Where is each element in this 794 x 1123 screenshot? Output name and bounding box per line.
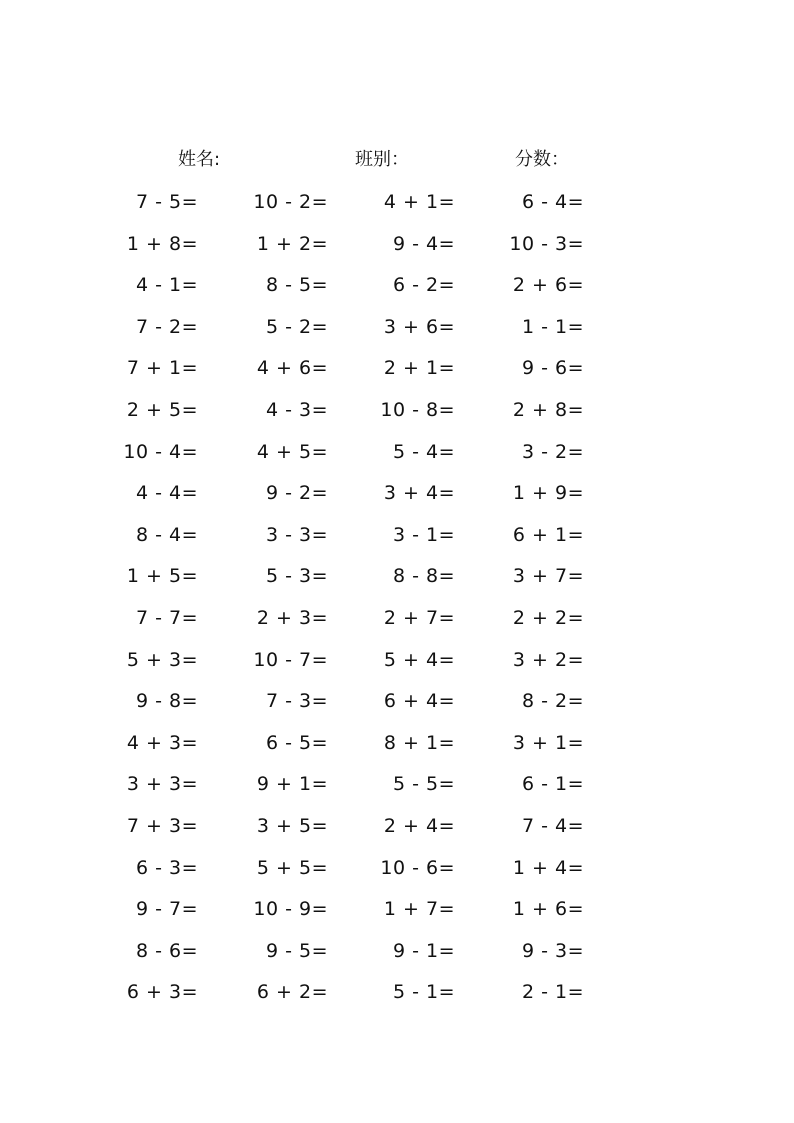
arithmetic-problem: 4 + 6= [256, 357, 328, 380]
arithmetic-problem: 2 + 7= [383, 606, 455, 629]
arithmetic-problem: 3 + 1= [512, 731, 584, 754]
arithmetic-problem: 6 - 4= [521, 191, 584, 213]
arithmetic-problem: 9 - 3= [521, 939, 584, 962]
arithmetic-problem: 6 + 1= [512, 523, 584, 546]
arithmetic-problem: 9 - 5= [265, 939, 328, 962]
class-label: 班别： [355, 149, 409, 170]
arithmetic-problem: 9 - 8= [135, 690, 198, 713]
arithmetic-problem: 5 - 3= [265, 565, 328, 588]
arithmetic-problem: 3 + 3= [126, 773, 198, 796]
arithmetic-problem: 1 - 1= [521, 315, 584, 338]
arithmetic-problem: 5 - 5= [392, 773, 455, 796]
problem-row [0, 679, 794, 721]
problem-row [0, 263, 794, 305]
arithmetic-problem: 4 + 1= [383, 191, 455, 213]
arithmetic-problem: 8 - 6= [135, 939, 198, 962]
arithmetic-problem: 2 + 5= [126, 398, 198, 421]
arithmetic-problem: 1 + 4= [512, 856, 584, 879]
problem-row [0, 638, 794, 680]
arithmetic-problem: 7 + 1= [126, 357, 198, 380]
arithmetic-problem: 6 + 3= [126, 981, 198, 1004]
arithmetic-problem: 9 - 6= [521, 357, 584, 380]
arithmetic-problem: 3 - 1= [392, 523, 455, 546]
arithmetic-problem: 3 + 4= [383, 482, 455, 505]
arithmetic-problem: 1 + 5= [126, 565, 198, 588]
problem-row [0, 513, 794, 555]
arithmetic-problem: 4 + 5= [256, 440, 328, 463]
arithmetic-problem: 10 - 4= [123, 440, 198, 463]
arithmetic-problem: 4 - 4= [135, 482, 198, 505]
score-label: 分数： [515, 149, 569, 170]
arithmetic-problem: 7 - 3= [265, 690, 328, 713]
arithmetic-problem: 1 + 9= [512, 482, 584, 505]
name-label: 姓名: [178, 149, 221, 170]
arithmetic-problem: 6 - 1= [521, 773, 584, 796]
arithmetic-problem: 1 + 2= [256, 232, 328, 255]
problem-row [0, 388, 794, 430]
arithmetic-problem: 7 - 4= [521, 814, 584, 837]
arithmetic-problem: 8 - 4= [135, 523, 198, 546]
arithmetic-problem: 5 + 3= [126, 648, 198, 671]
arithmetic-problem: 7 - 2= [135, 315, 198, 338]
problem-row [0, 846, 794, 888]
arithmetic-problem: 1 + 7= [383, 898, 455, 921]
arithmetic-problem: 4 + 3= [126, 731, 198, 754]
arithmetic-problem: 1 + 8= [126, 232, 198, 255]
problem-row [0, 929, 794, 971]
problem-row [0, 471, 794, 513]
arithmetic-problem: 2 - 1= [521, 981, 584, 1004]
arithmetic-problem: 3 + 2= [512, 648, 584, 671]
arithmetic-problem: 2 + 2= [512, 606, 584, 629]
arithmetic-problem: 8 - 8= [392, 565, 455, 588]
arithmetic-problem: 1 + 6= [512, 898, 584, 921]
problem-row [0, 305, 794, 347]
arithmetic-problem: 6 + 2= [256, 981, 328, 1004]
arithmetic-problem: 3 - 2= [521, 440, 584, 463]
problem-row [0, 762, 794, 804]
problem-row [0, 222, 794, 264]
arithmetic-problem: 7 - 5= [135, 191, 198, 213]
problem-grid [0, 180, 794, 1012]
arithmetic-problem: 6 + 4= [383, 690, 455, 713]
arithmetic-problem: 8 - 5= [265, 274, 328, 297]
arithmetic-problem: 3 + 6= [383, 315, 455, 338]
arithmetic-problem: 2 + 3= [256, 606, 328, 629]
problem-row [0, 721, 794, 763]
arithmetic-problem: 9 - 2= [265, 482, 328, 505]
arithmetic-problem: 10 - 8= [380, 398, 455, 421]
problem-row [0, 554, 794, 596]
arithmetic-problem: 6 - 3= [135, 856, 198, 879]
arithmetic-problem: 10 - 3= [509, 232, 584, 255]
problem-row [0, 180, 794, 222]
arithmetic-problem: 10 - 2= [253, 191, 328, 213]
arithmetic-problem: 3 + 7= [512, 565, 584, 588]
arithmetic-problem: 9 - 4= [392, 232, 455, 255]
arithmetic-problem: 6 - 5= [265, 731, 328, 754]
problem-row [0, 430, 794, 472]
arithmetic-problem: 4 - 3= [265, 398, 328, 421]
arithmetic-problem: 7 - 7= [135, 606, 198, 629]
arithmetic-problem: 5 - 1= [392, 981, 455, 1004]
arithmetic-problem: 8 + 1= [383, 731, 455, 754]
arithmetic-problem: 5 - 4= [392, 440, 455, 463]
arithmetic-problem: 3 + 5= [256, 814, 328, 837]
arithmetic-problem: 7 + 3= [126, 814, 198, 837]
problem-row [0, 804, 794, 846]
arithmetic-problem: 8 - 2= [521, 690, 584, 713]
arithmetic-problem: 2 + 4= [383, 814, 455, 837]
arithmetic-problem: 10 - 6= [380, 856, 455, 879]
arithmetic-problem: 2 + 8= [512, 398, 584, 421]
arithmetic-problem: 9 + 1= [256, 773, 328, 796]
arithmetic-problem: 10 - 7= [253, 648, 328, 671]
arithmetic-problem: 2 + 6= [512, 274, 584, 297]
arithmetic-problem: 9 - 1= [392, 939, 455, 962]
problem-row [0, 596, 794, 638]
problem-row [0, 346, 794, 388]
problem-row [0, 887, 794, 929]
arithmetic-problem: 2 + 1= [383, 357, 455, 380]
arithmetic-problem: 5 - 2= [265, 315, 328, 338]
arithmetic-problem: 10 - 9= [253, 898, 328, 921]
arithmetic-problem: 4 - 1= [135, 274, 198, 297]
arithmetic-problem: 6 - 2= [392, 274, 455, 297]
arithmetic-problem: 5 + 5= [256, 856, 328, 879]
problem-row [0, 970, 794, 1012]
arithmetic-problem: 3 - 3= [265, 523, 328, 546]
arithmetic-problem: 5 + 4= [383, 648, 455, 671]
arithmetic-problem: 9 - 7= [135, 898, 198, 921]
